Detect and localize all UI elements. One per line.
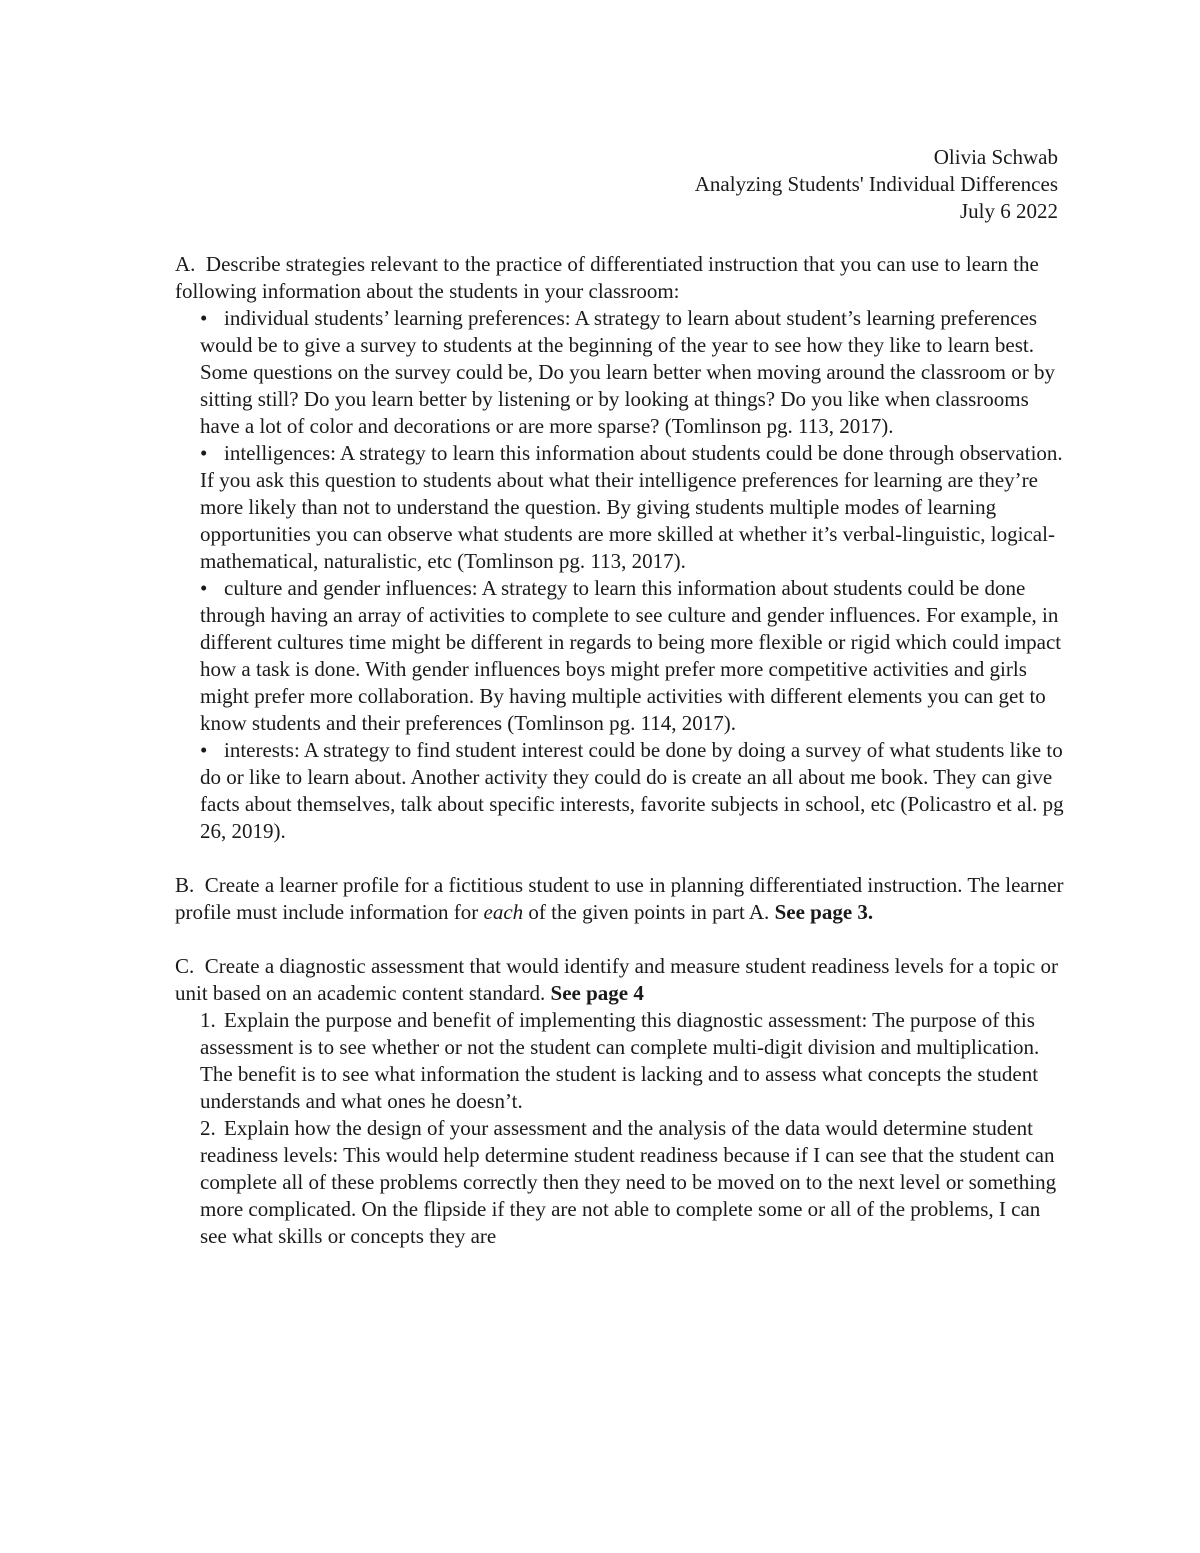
item-text: Explain how the design of your assessment and the analysis of the data would determine student readiness levels: This would help determine student readiness because if I can see that the student can complete all of these problems correctly then they need to be moved on to the next level or something more complicated. On the flipside if they are not able to complete some or all of the problems, I can see what skills or concepts they are [200, 1116, 1057, 1248]
bullet-marker: • [200, 576, 208, 600]
section-b-label: B. [175, 873, 195, 897]
list-item [175, 575, 1065, 737]
section-c-prompt [175, 953, 1065, 1007]
bullet-text: intelligences: A strategy to learn this information about students could be done through observation. If you ask this question to students about what their intelligence preferences for learning are they’re more likely than not to understand the question. By giving students multiple modes of learning opportunities you can observe what students are more skilled at whether it’s verbal-linguistic, logical-mathematical, naturalistic, etc (Tomlinson pg. 113, 2017). [200, 441, 1063, 573]
section-a-prompt [175, 251, 1065, 305]
bullet-text: culture and gender influences: A strategy to learn this information about students could be done through having an array of activities to complete to see culture and gender influences. For example, in different cultures time might be different in regards to being more flexible or rigid which could impact how a task is done. With gender influences boys might prefer more competitive activities and girls might prefer more collaboration. By having multiple activities with different elements you can get to know students and their preferences (Tomlinson pg. 114, 2017). [200, 576, 1062, 735]
section-b [175, 872, 1065, 926]
emphasis-word: each [483, 900, 524, 924]
bullet-marker: • [200, 306, 208, 330]
section-b-prompt [175, 872, 1065, 926]
list-item [175, 440, 1065, 575]
document-body [175, 251, 1065, 1277]
list-item [175, 1115, 1065, 1250]
bullet-marker: • [200, 738, 208, 762]
list-item [175, 305, 1065, 440]
section-a-prompt-text: Describe strategies relevant to the practice of differentiated instruction that you can use to learn the following information about the students in your classroom: [175, 252, 1039, 303]
item-text: Explain the purpose and benefit of implementing this diagnostic assessment: The purpose of this assessment is to see whether or not the student can complete multi-digit division and multiplication. The benefit is to see what information the student is lacking and to assess what concepts the student understands and what ones he doesn’t. [200, 1008, 1040, 1113]
section-a [175, 251, 1065, 845]
section-c-text: Create a diagnostic assessment that would identify and measure student readiness levels for a topic or unit based on an academic content standard. [175, 954, 1058, 1005]
document-date: July 6 2022 [959, 199, 1058, 223]
document-header [695, 144, 1058, 225]
section-c [175, 953, 1065, 1250]
bullet-marker: • [200, 441, 208, 465]
list-item [175, 1007, 1065, 1115]
bullet-text: interests: A strategy to find student interest could be done by doing a survey of what students like to do or like to learn about. Another activity they could do is create an all about me book. They can give facts about themselves, talk about specific interests, favorite subjects in school, etc (Policastro et al. pg 26, 2019). [200, 738, 1064, 843]
item-number: 1. [200, 1008, 216, 1032]
bullet-text: individual students’ learning preferences: A strategy to learn about student’s learning preferences would be to give a survey to students at the beginning of the year to see how they like to learn best. Some questions on the survey could be, Do you learn better when moving around the classroom or by sitting still? Do you learn better by listening or by looking at things? Do you like when classrooms have a lot of color and decorations or are more sparse? (Tomlinson pg. 113, 2017). [200, 306, 1055, 438]
section-b-text: Create a learner profile for a fictitious student to use in planning differentiated instruction. The learner profile must include information for [175, 873, 1064, 924]
section-a-label: A. [175, 252, 196, 276]
item-number: 2. [200, 1116, 216, 1140]
section-b-text-after: of the given points in part A. [523, 900, 775, 924]
section-c-label: C. [175, 954, 195, 978]
document-title: Analyzing Students' Individual Differences [694, 172, 1058, 196]
page-reference: See page 3. [774, 900, 874, 924]
page-reference: See page 4 [550, 981, 644, 1005]
list-item [175, 737, 1065, 845]
author-name: Olivia Schwab [933, 145, 1058, 169]
